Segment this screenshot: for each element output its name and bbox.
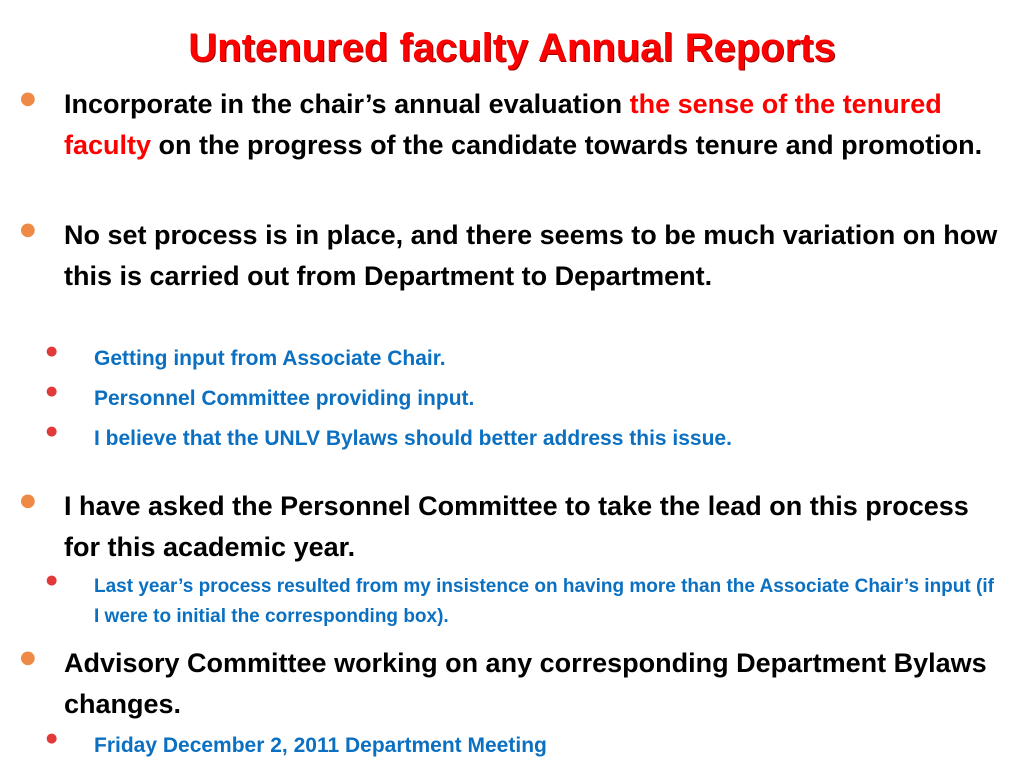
bullet-dot-icon: ●	[20, 88, 36, 109]
bullet-dot-icon: ●	[20, 219, 36, 240]
sub-bullet-dot-icon: ●	[46, 384, 58, 399]
sub-bullet-dot-icon: ●	[46, 424, 58, 439]
sub-item-4-1-text: Friday December 2, 2011 Department Meeting	[94, 734, 547, 757]
bullet-item-4-text: Advisory Committee working on any corresponding Department Bylaws changes.	[64, 648, 987, 719]
sub-item-2-1-text: Getting input from Associate Chair.	[94, 347, 446, 370]
bullet-dot-icon: ●	[20, 490, 36, 511]
bullet-item-3-text: I have asked the Personnel Committee to take the lead on this process for this academic year.	[64, 491, 969, 562]
bullet-dot-icon: ●	[20, 647, 36, 668]
slide-title: Untenured faculty Annual Reports	[188, 26, 836, 70]
item-1-highlight: the sense of the tenured faculty	[64, 89, 942, 160]
sub-item-3-1-text: Last year’s process resulted from my insistence on having more than the Associate Chair’s input (if I were to initial the corresponding box).	[94, 576, 994, 627]
bullet-item-1-text	[64, 84, 1004, 166]
item-1-text-start: Incorporate in the chair’s annual evaluation	[64, 89, 630, 119]
sub-item-2-2-text: Personnel Committee providing input.	[94, 387, 475, 410]
sub-item-2-3-text: I believe that the UNLV Bylaws should better address this issue.	[94, 427, 732, 450]
sub-bullet-dot-icon: ●	[46, 731, 58, 746]
sub-bullet-dot-icon: ●	[46, 344, 58, 359]
sub-bullet-dot-icon: ●	[46, 573, 58, 588]
item-1-text-end: on the progress of the candidate towards tenure and promotion.	[151, 130, 983, 160]
bullet-item-2-text: No set process is in place, and there seems to be much variation on how this is carried out from Department to Department.	[64, 220, 998, 291]
